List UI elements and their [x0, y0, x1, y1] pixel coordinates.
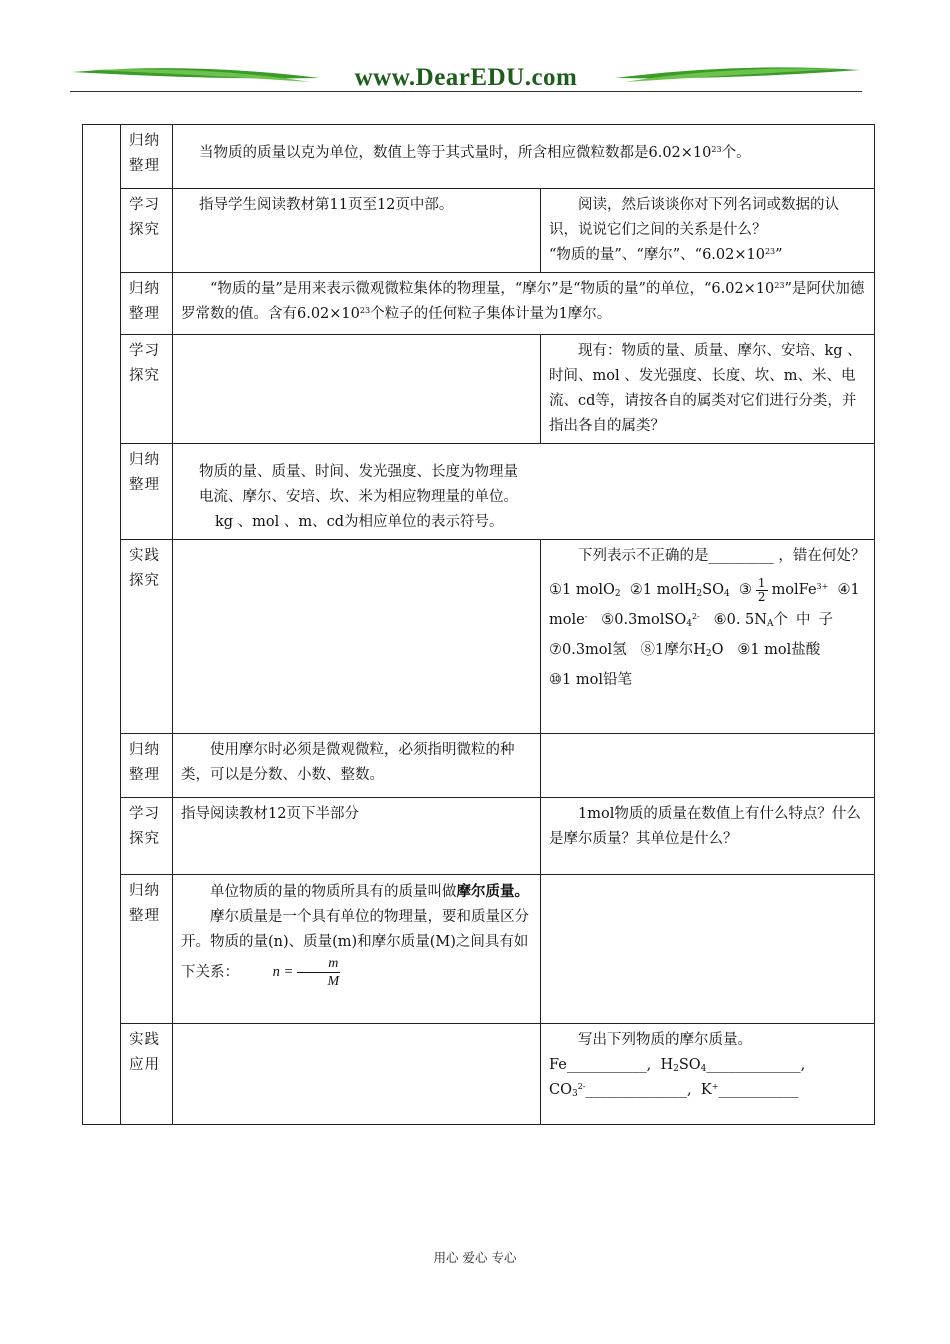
row-summary-4: [83, 734, 875, 798]
student-activity: 1mol物质的质量在数值上有什么特点？什么是摩尔质量？其单位是什么？: [541, 798, 875, 875]
row-label: 学习探究: [121, 335, 173, 444]
student-activity: [541, 734, 875, 798]
side-column: [83, 125, 121, 1125]
row-summary-2: [83, 273, 875, 335]
row-label: 归纳整理: [121, 273, 173, 335]
student-activity: [541, 875, 875, 1024]
row-label: 归纳整理: [121, 125, 173, 189]
teacher-activity: 指导学生阅读教材第11页至12页中部。: [173, 189, 541, 273]
row-label: 实践应用: [121, 1024, 173, 1125]
row-label: 学习探究: [121, 189, 173, 273]
teacher-activity: [173, 540, 541, 734]
row-content: 物质的量、质量、时间、发光强度、长度为物理量 电流、摩尔、安培、坎、米为相应物理量的单位。 kg 、mol 、m、cd为相应单位的表示符号。: [173, 444, 875, 540]
row-label: 归纳整理: [121, 875, 173, 1024]
row-study-1: [83, 189, 875, 273]
molar-mass-blanks: Fe___________, $H_2SO_4\_\_\_\_\_\_\_\_\_\_\_\_\_$, $CO_3^{2-}\_\_\_\_\_\_\_\_\_\_\_\_\_\_$, K+___________: [549, 1057, 806, 1099]
row-label: 归纳整理: [121, 734, 173, 798]
row-label: 学习探究: [121, 798, 173, 875]
row-content: 当物质的质量以克为单位，数值上等于其式量时，所含相应微粒数都是$6.02\times 10^{23}$个。: [173, 125, 875, 189]
student-activity: 阅读，然后谈谈你对下列名词或数据的认识，说说它们之间的关系是什么？ “物质的量”、“摩尔”、“$6.02\times 10^{23}$”: [541, 189, 875, 273]
teacher-activity: [173, 1024, 541, 1125]
page-footer: 用心 爱心 专心: [433, 1250, 517, 1265]
row-practice-1: [83, 540, 875, 734]
molar-mass-formula: n = $\frac{m}{M}$: [272, 956, 340, 989]
row-practice-2: [83, 1024, 875, 1125]
row-study-2: [83, 335, 875, 444]
page-header: [70, 60, 862, 94]
row-summary-5: [83, 875, 875, 1024]
header-rule: [70, 91, 862, 92]
site-logo-text[interactable]: www.DearEDU.com: [354, 64, 578, 91]
fraction-half: $\frac{1}{2}$: [757, 575, 766, 604]
teacher-activity: 单位物质的量的物质所具有的质量叫做摩尔质量。 摩尔质量是一个具有单位的物理量，要和质量区分开。物质的量(n)、质量(m)和摩尔质量(M)之间具有如下关系： n = $\frac{m}{M}$: [173, 875, 541, 1024]
row-label: 实践探究: [121, 540, 173, 734]
row-label: 归纳整理: [121, 444, 173, 540]
row-content: “物质的量”是用来表示微观微粒集体的物理量，“摩尔”是“物质的量”的单位，“$6.02\times 10^{23}$”是阿伏加德罗常数的值。含有$6.02\times 10^{23}$个粒子的任何粒子集体计量为1摩尔。: [173, 273, 875, 335]
row-summary-1: [83, 125, 875, 189]
student-activity: 下列表示不正确的是_________ ，错在何处？ ①1 molO$_2$ ②1 $molH_2SO_4$ ③ $\frac{1}{2}$ molFe$^{3+}$ ④1 mole- ⑤0.3molSO$_4^{2-}$ ⑥0. $5N_A$个中子 ⑦0.3mol氢 ⑧1摩尔$H_2O$ ⑨1 mol盐酸 ⑩1 mol铅笔: [541, 540, 875, 734]
teacher-activity: 指导阅读教材12页下半部分: [173, 798, 541, 875]
teacher-activity: 使用摩尔时必须是微观微粒，必须指明微粒的种类，可以是分数、小数、整数。: [173, 734, 541, 798]
lesson-table: [82, 124, 875, 1125]
question-items: ①1 molO$_2$ ②1 $molH_2SO_4$ ③ $\frac{1}{2}$ molFe$^{3+}$ ④1 mole- ⑤0.3molSO$_4^{2-}$ ⑥0. $5N_A$个中子 ⑦0.3mol氢 ⑧1摩尔$H_2O$ ⑨1 mol盐酸 ⑩1 mol铅笔: [549, 575, 860, 688]
student-activity: 写出下列物质的摩尔质量。 Fe___________, $H_2SO_4\_\_\_\_\_\_\_\_\_\_\_\_\_$, $CO_3^{2-}\_\_\_\_\_\_\_\_\_\_\_\_\_\_$, K+___________: [541, 1024, 875, 1125]
row-summary-3: [83, 444, 875, 540]
student-activity: 现有：物质的量、质量、摩尔、安培、kg 、时间、mol 、发光强度、长度、坎、m、米、电流、cd等，请按各自的属类对它们进行分类，并指出各自的属类？: [541, 335, 875, 444]
teacher-activity: [173, 335, 541, 444]
row-study-3: [83, 798, 875, 875]
